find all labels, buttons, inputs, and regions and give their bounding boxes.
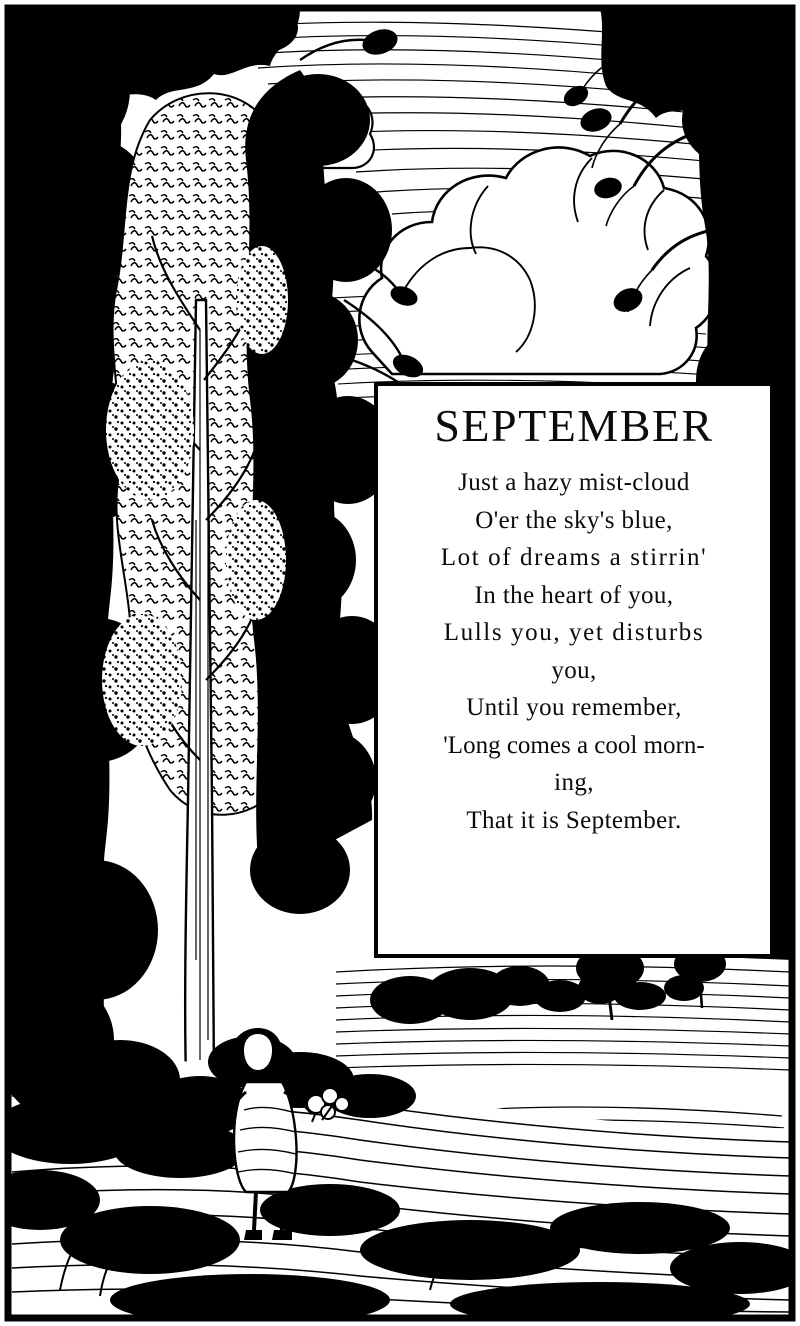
poem-line: you, (551, 656, 597, 684)
poem-line: O'er the sky's blue, (475, 506, 673, 534)
poem-card (374, 382, 774, 958)
poem-line: 'Long comes a cool morn- (443, 731, 705, 759)
poem-line: In the heart of you, (474, 581, 674, 609)
poem-line: Just a hazy mist-cloud (458, 469, 690, 497)
poem-line: Lot of dreams a stirrin' (440, 544, 708, 572)
poem-body (392, 464, 756, 839)
poem-line: Lulls you, yet disturbs (443, 619, 705, 647)
poem-line: Until you remember, (466, 694, 682, 722)
poem-line: ing, (554, 769, 594, 797)
poem-title: SEPTEMBER (434, 400, 714, 451)
poem-line: That it is September. (466, 806, 682, 834)
